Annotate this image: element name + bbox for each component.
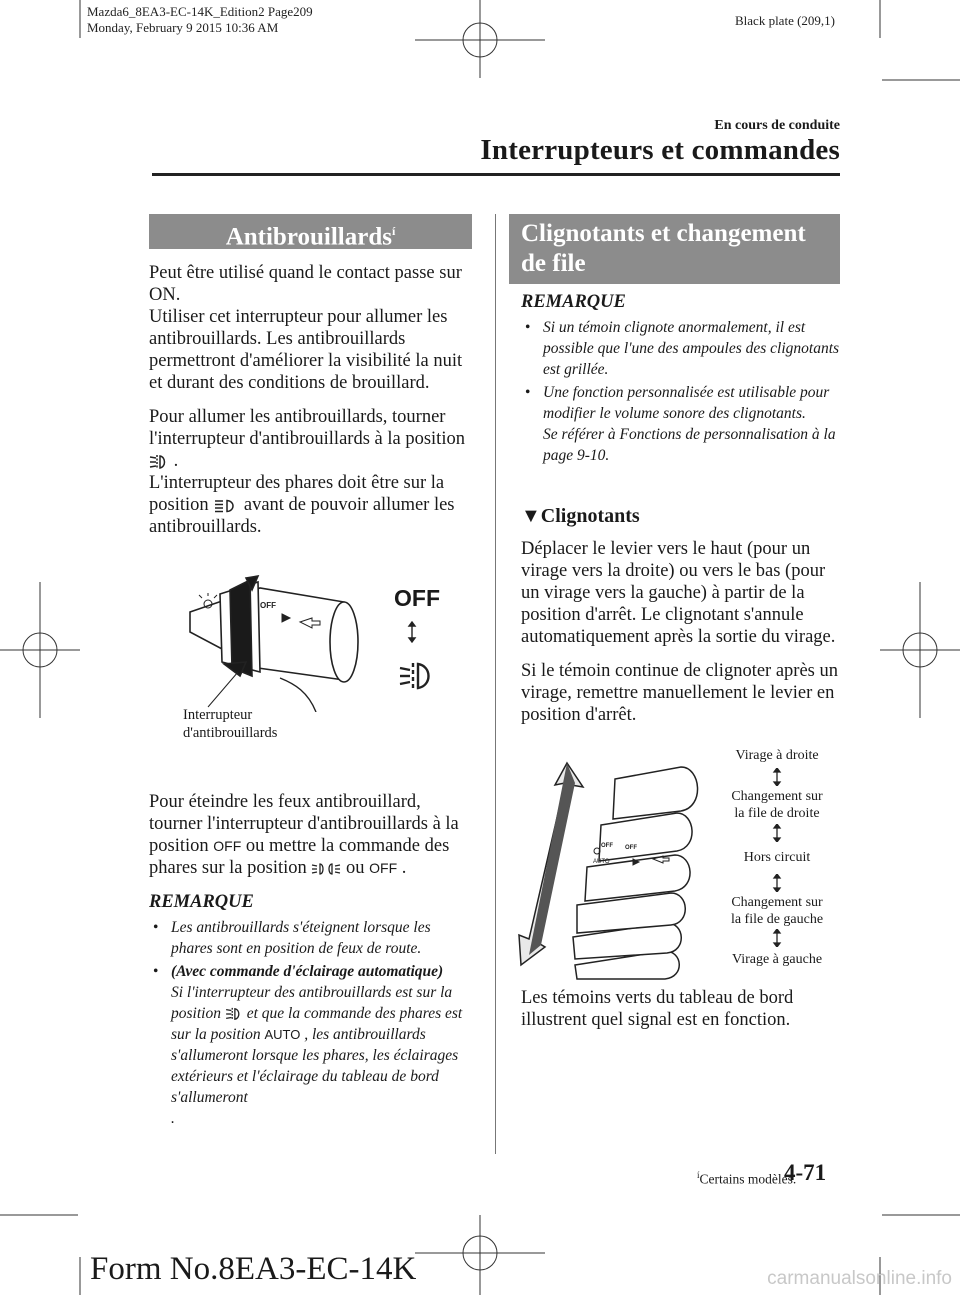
triangle-down-icon: ▼ <box>521 505 541 527</box>
label-line: la file de gauche <box>730 912 824 927</box>
caption-line: Interrupteur <box>183 707 253 723</box>
label-line: Changement sur <box>731 789 823 804</box>
right-notes <box>521 292 841 468</box>
paragraph-text: ou mettre la commande des phares sur la position <box>149 836 450 878</box>
updown-arrow-icon <box>406 621 418 643</box>
off-mark: OFF <box>213 838 242 854</box>
footer-models-note <box>697 1170 796 1188</box>
auto-mark: AUTO <box>264 1027 301 1042</box>
left-text-bottom <box>149 791 476 1131</box>
updown-arrow-icon <box>771 824 783 842</box>
label-changement-droite <box>717 788 837 822</box>
fog-light-icon <box>149 454 169 470</box>
updown-arrow-icon <box>771 768 783 786</box>
paragraph-text: avant de pouvoir allumer les antibrouillards. <box>149 495 455 537</box>
label-virage-droite: Virage à droite <box>735 748 819 763</box>
note-text: . <box>171 1110 175 1127</box>
paragraph-text: ou <box>346 858 365 878</box>
print-meta-line2: Monday, February 9 2015 10:36 AM <box>87 20 279 35</box>
fog-figure-caption <box>183 706 277 742</box>
label-changement-gauche <box>717 894 837 928</box>
certain-models-mark: í <box>391 224 396 238</box>
headlight-icon <box>213 499 239 513</box>
header-rule <box>152 173 840 176</box>
paragraph: Si le témoin continue de clignoter après un virage, remettre manuellement le levier en position d'arrêt. <box>521 661 838 725</box>
paragraph-text: Pour éteindre les feux antibrouillard, tourner l'interrupteur d'antibrouillards à la position <box>149 792 459 856</box>
note-text: Se référer à Fonctions de personnalisation à la page 9-10. <box>543 426 836 464</box>
note-text: Si l'interrupteur des antibrouillards est sur la position <box>171 984 453 1022</box>
note-list <box>521 317 841 466</box>
turn-signal-figure <box>515 755 725 980</box>
header-section: En cours de conduite <box>714 118 840 133</box>
note-item <box>521 317 841 380</box>
note-text: Une fonction personnalisée est utilisable pour modifier le volume sonore des clignotants. <box>543 384 830 422</box>
label-line: la file de droite <box>734 806 820 821</box>
paragraph-text: L'interrupteur des phares doit être sur la position <box>149 473 445 515</box>
note-item <box>149 917 476 959</box>
print-meta-line1: Mazda6_8EA3-EC-14K_Edition2 Page209 <box>87 4 313 19</box>
paragraph-text: . <box>173 451 179 471</box>
paragraph: Déplacer le levier vers le haut (pour un virage vers la droite) ou vers le bas (pour un virage vers la gauche) à partir de la position d'arrêt. Le clignotant s'annule automatiquement après la sortie du virage. <box>521 539 836 647</box>
note-heading: REMARQUE <box>149 892 254 912</box>
form-number: Form No.8EA3-EC-14K <box>90 1251 417 1287</box>
note-text: Les antibrouillards s'éteignent lorsque les phares sont en position de feux de route. <box>171 919 431 957</box>
section-heading-clignotants <box>509 214 840 284</box>
page-number: 4-71 <box>784 1160 827 1185</box>
left-text-top <box>149 262 476 550</box>
right-text-bottom <box>521 987 843 1043</box>
certain-models-mark: í <box>697 1170 700 1180</box>
section-heading-antibrouillards <box>149 214 472 249</box>
fog-light-icon <box>398 660 434 692</box>
lever-auto-mark: AUTO <box>593 859 610 865</box>
paragraph-fog-off <box>149 791 476 879</box>
note-list <box>149 917 476 1129</box>
section-heading-line: Clignotants et changement <box>521 220 806 247</box>
section-heading-line: de file <box>521 250 586 277</box>
off-mark: OFF <box>369 860 398 876</box>
lever-off-mark: OFF <box>625 845 637 851</box>
updown-arrow-icon <box>771 874 783 892</box>
bullet-icon: • <box>525 384 531 401</box>
paragraph: Les témoins verts du tableau de bord illustrent quel signal est en fonction. <box>521 988 794 1030</box>
lever-off-mark: OFF <box>601 843 613 849</box>
parking-light-icon <box>311 862 341 876</box>
fog-figure-off-label: OFF <box>394 585 440 611</box>
column-divider <box>495 214 496 1154</box>
paragraph: Utiliser cet interrupteur pour allumer les antibrouillards. Les antibrouillards permettront d'améliorer la visibilité la nuit et durant des conditions de brouillard. <box>149 307 463 393</box>
bullet-icon: • <box>525 319 531 336</box>
paragraph-fog-on <box>149 406 476 472</box>
section-heading-text: Antibrouillards <box>225 223 392 251</box>
switch-off-mark: OFF <box>260 601 276 610</box>
plate-label: Black plate (209,1) <box>735 13 835 28</box>
note-heading: REMARQUE <box>521 292 626 312</box>
label-line: Changement sur <box>731 895 823 910</box>
note-text: et que la commande des phares est sur la position <box>171 1005 463 1043</box>
label-hors-circuit: Hors circuit <box>743 850 811 865</box>
paragraph-headlight-position <box>149 472 476 538</box>
bullet-icon: • <box>153 963 159 980</box>
print-meta <box>87 4 313 36</box>
right-text <box>521 538 843 738</box>
note-item <box>521 382 841 466</box>
caption-line: d'antibrouillards <box>183 725 278 741</box>
page-title: Interrupteurs et commandes <box>480 134 840 166</box>
note-item <box>149 961 476 1129</box>
paragraph: Peut être utilisé quand le contact passe sur ON. <box>149 263 462 305</box>
fog-light-icon <box>225 1007 243 1021</box>
note-bold-text: (Avec commande d'éclairage automatique) <box>171 963 444 980</box>
updown-arrow-icon <box>771 929 783 947</box>
paragraph-text: Pour allumer les antibrouillards, tourner l'interrupteur d'antibrouillards à la position <box>149 407 465 449</box>
label-virage-gauche: Virage à gauche <box>731 952 823 967</box>
subsection-title: Clignotants <box>540 505 640 527</box>
bullet-icon: • <box>153 919 159 936</box>
footer-models-text: Certains modèles. <box>699 1171 797 1187</box>
paragraph-text: . <box>401 858 407 878</box>
watermark: carmanualsonline.info <box>767 1268 952 1289</box>
note-text: , les antibrouillards s'allumeront lorsque les phares, les éclairages extérieurs et l'éclairage du tableau de bord s'allumeront <box>171 1026 459 1106</box>
note-text: Si un témoin clignote anormalement, il est possible que l'une des ampoules des clignotants est grillée. <box>543 319 840 378</box>
subsection-heading <box>521 505 640 528</box>
